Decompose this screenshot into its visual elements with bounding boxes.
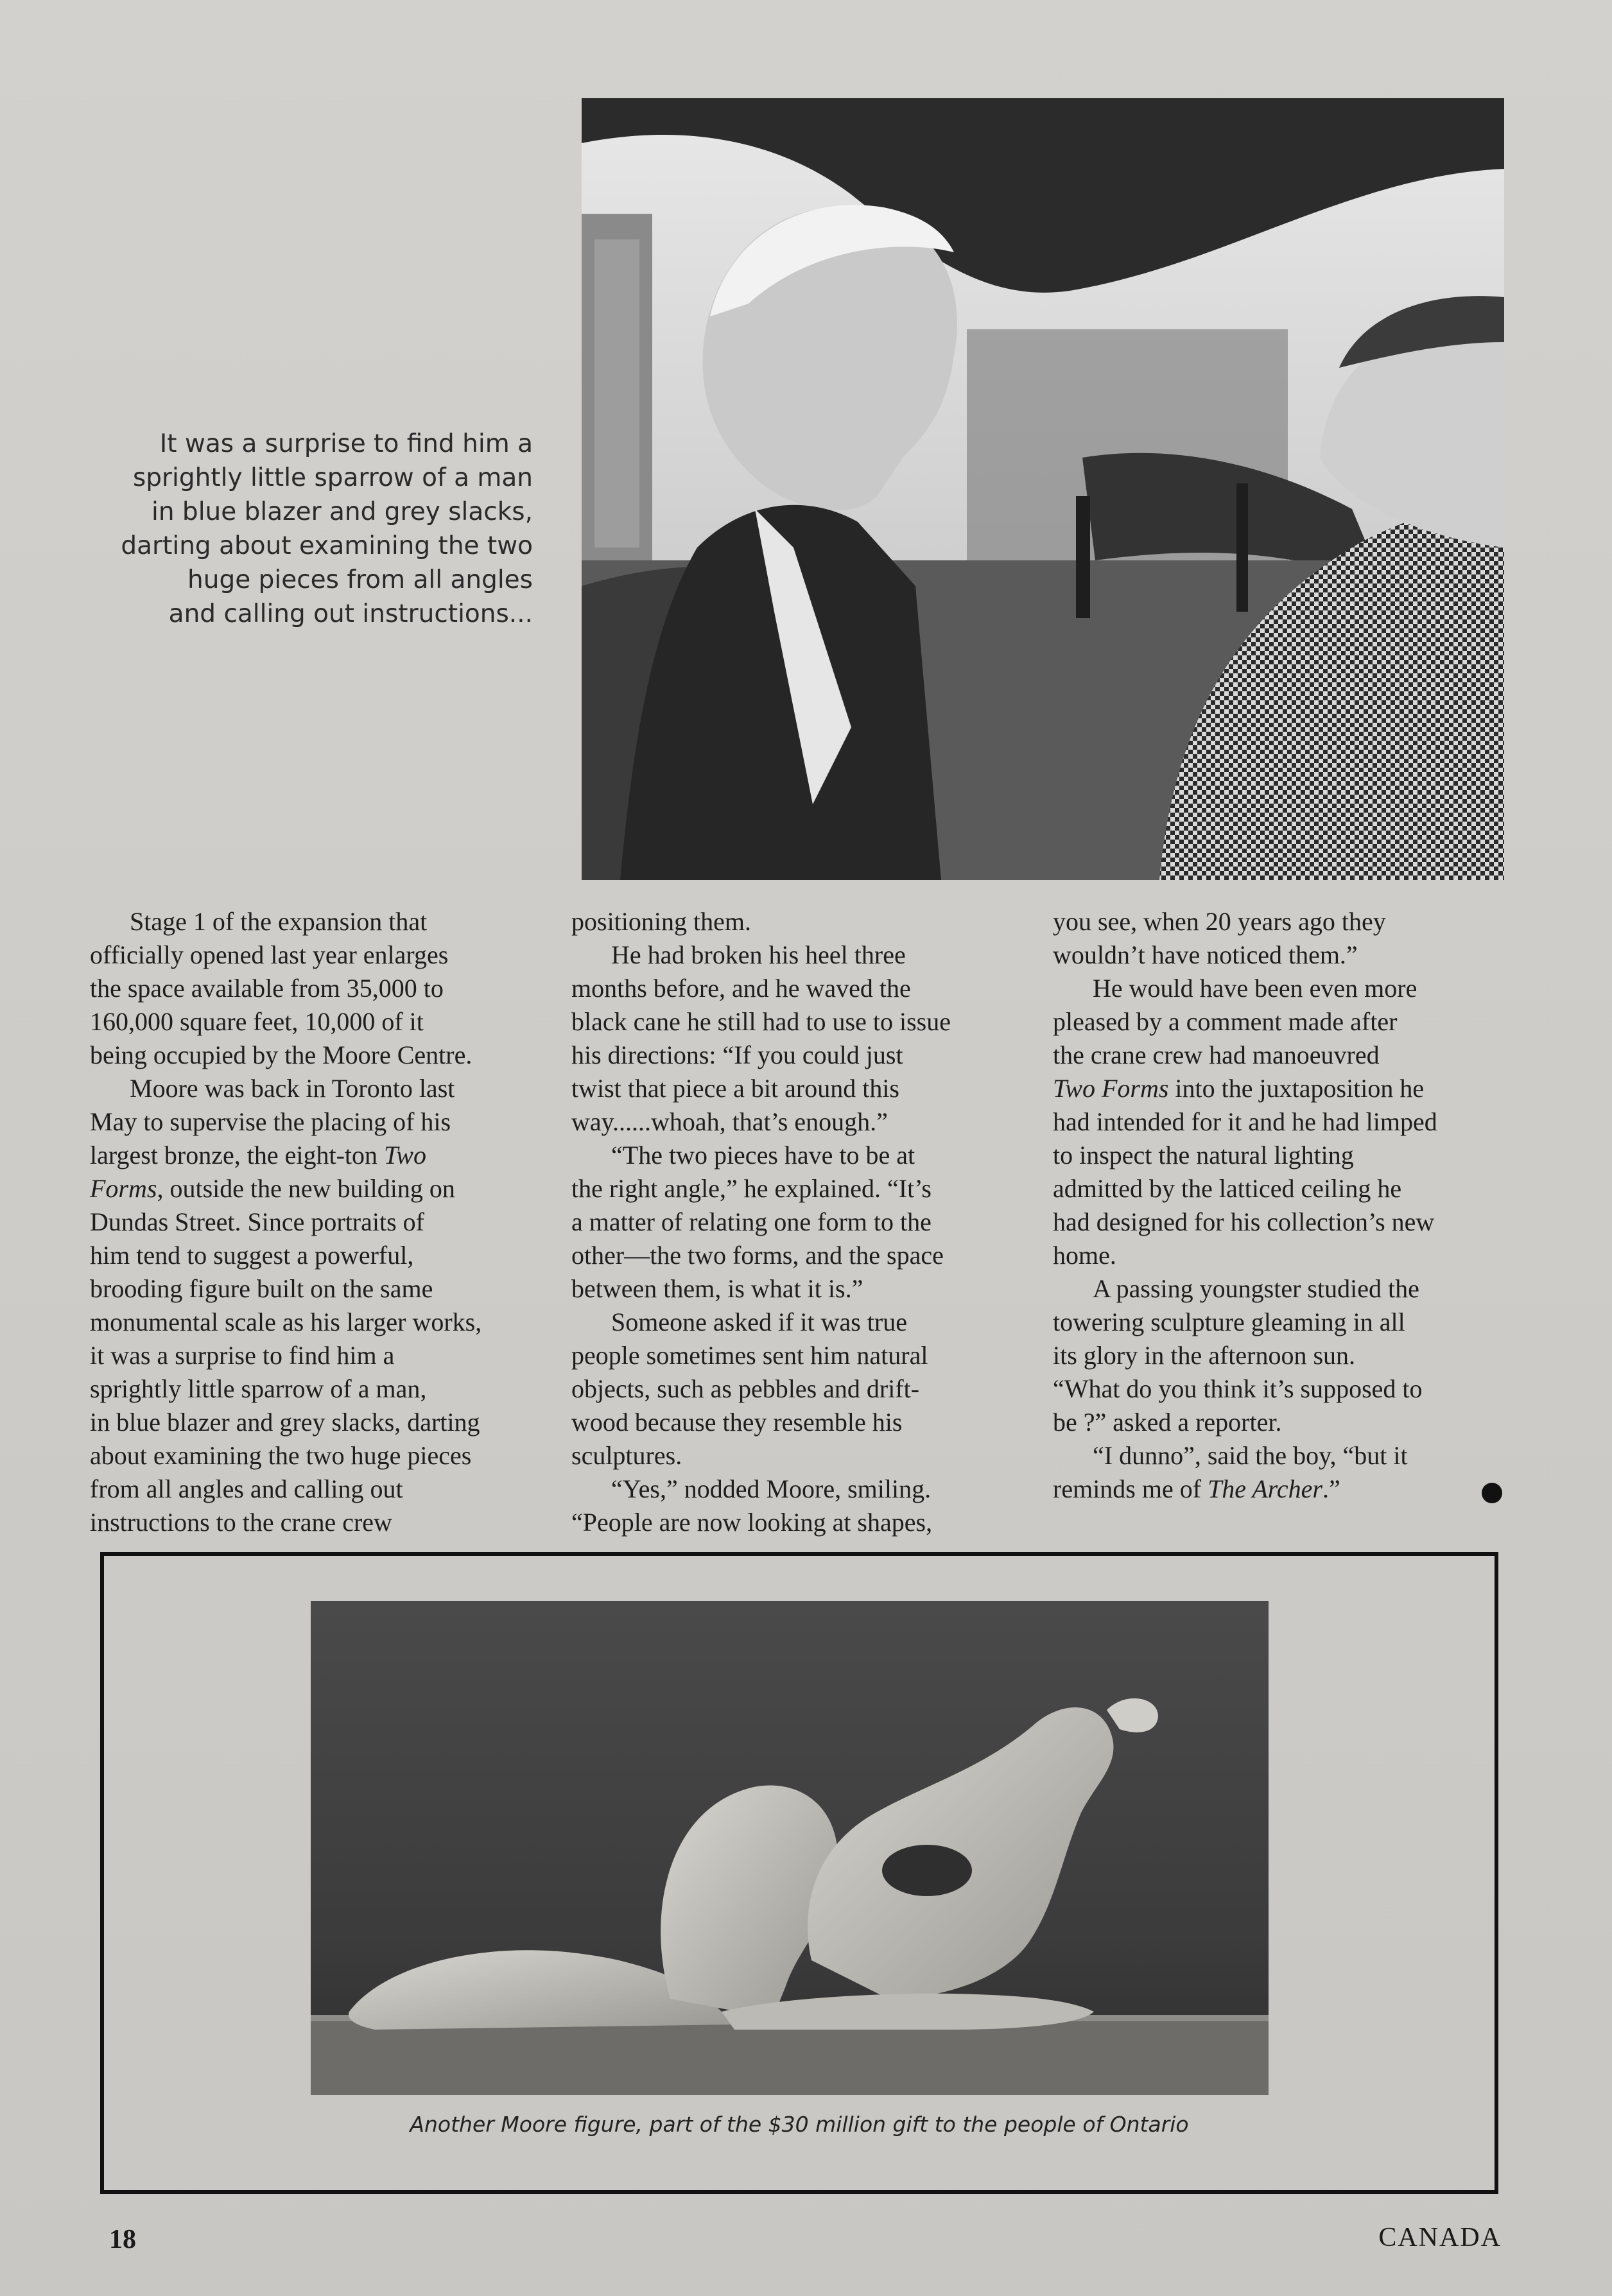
pull-quote-line: and calling out instructions... — [168, 600, 533, 628]
text-line: being occupied by the Moore Centre. — [90, 1040, 472, 1069]
text-line: months before, and he waved the — [571, 974, 911, 1003]
text-line — [1053, 1472, 1515, 1506]
text-line: it was a surprise to find him a — [90, 1341, 395, 1370]
text-line: wood because they resemble his — [571, 1408, 903, 1437]
text-line: in blue blazer and grey slacks, darting — [90, 1408, 480, 1437]
text-line: had intended for it and he had limped — [1053, 1107, 1437, 1136]
text-line: instructions to the crane crew — [90, 1508, 392, 1537]
text-line: sprightly little sparrow of a man, — [90, 1374, 427, 1403]
text-line: He would have been even more — [1093, 974, 1417, 1003]
text-run: , outside the new building on — [157, 1174, 455, 1203]
photo-moore-sculpture — [311, 1601, 1269, 2095]
text-line: from all angles and calling out — [90, 1474, 403, 1503]
page-number: 18 — [109, 2225, 136, 2254]
text-line: black cane he still had to use to issue — [571, 1007, 951, 1036]
sculpture-illustration — [311, 1601, 1269, 2095]
text-line: to inspect the natural lighting — [1053, 1141, 1354, 1170]
text-line: be ?” asked a reporter. — [1053, 1408, 1282, 1437]
text-run: into the juxtaposition he — [1168, 1074, 1425, 1103]
text-line: “The two pieces have to be at — [611, 1141, 915, 1170]
text-line: way......whoah, that’s enough.” — [571, 1107, 888, 1136]
text-line: sculptures. — [571, 1441, 682, 1470]
text-line: monumental scale as his larger works, — [90, 1308, 482, 1336]
text-line: wouldn’t have noticed them.” — [1053, 940, 1358, 969]
article-column-1 — [90, 905, 559, 1539]
text-line: about examining the two huge pieces — [90, 1441, 472, 1470]
pull-quote-line: sprightly little sparrow of a man — [132, 463, 533, 492]
text-line — [90, 1172, 559, 1205]
text-line: brooding figure built on the same — [90, 1274, 433, 1303]
photo-illustration — [582, 98, 1504, 880]
text-line: He had broken his heel three — [611, 940, 906, 969]
text-line: Stage 1 of the expansion that — [130, 907, 428, 936]
text-line: between them, is what it is.” — [571, 1274, 863, 1303]
text-line: officially opened last year enlarges — [90, 940, 449, 969]
text-line — [1053, 1072, 1515, 1105]
artwork-title: The Archer — [1208, 1474, 1322, 1503]
text-line: its glory in the afternoon sun. — [1053, 1341, 1356, 1370]
magazine-name: CANADA — [1378, 2223, 1502, 2252]
end-of-article-mark — [1482, 1483, 1502, 1503]
text-line: A passing youngster studied the — [1093, 1274, 1419, 1303]
text-line: his directions: “If you could just — [571, 1040, 903, 1069]
pull-quote-line: darting about examining the two — [121, 531, 533, 560]
text-line: “I dunno”, said the boy, “but it — [1093, 1441, 1408, 1470]
text-line: objects, such as pebbles and drift- — [571, 1374, 920, 1403]
text-line: a matter of relating one form to the — [571, 1207, 932, 1236]
text-line: “What do you think it’s supposed to — [1053, 1374, 1423, 1403]
artwork-title: Forms — [90, 1174, 157, 1203]
text-run: .” — [1322, 1474, 1340, 1503]
text-run: largest bronze, the eight-ton — [90, 1141, 385, 1170]
pull-quote-line: in blue blazer and grey slacks, — [151, 497, 533, 526]
text-line: the space available from 35,000 to — [90, 974, 444, 1003]
pull-quote-line: It was a surprise to find him a — [159, 429, 533, 458]
text-line: the crane crew had manoeuvred — [1053, 1040, 1380, 1069]
article-column-2 — [571, 905, 1034, 1539]
text-line: you see, when 20 years ago they — [1053, 907, 1386, 936]
text-line: him tend to suggest a powerful, — [90, 1241, 414, 1270]
pull-quote-line: huge pieces from all angles — [187, 565, 533, 594]
text-line: other—the two forms, and the space — [571, 1241, 944, 1270]
text-run: reminds me of — [1053, 1474, 1208, 1503]
artwork-title: Two Forms — [1053, 1074, 1169, 1103]
text-line: admitted by the latticed ceiling he — [1053, 1174, 1402, 1203]
text-line: “People are now looking at shapes, — [571, 1508, 933, 1537]
text-line: pleased by a comment made after — [1053, 1007, 1398, 1036]
text-line: towering sculpture gleaming in all — [1053, 1308, 1405, 1336]
photo-moore-portrait — [582, 98, 1504, 880]
text-line: positioning them. — [571, 907, 751, 936]
text-line: had designed for his collection’s new — [1053, 1207, 1435, 1236]
text-line: May to supervise the placing of his — [90, 1107, 451, 1136]
text-line — [90, 1139, 559, 1172]
text-line: Moore was back in Toronto last — [130, 1074, 455, 1103]
text-line: 160,000 square feet, 10,000 of it — [90, 1007, 424, 1036]
text-line: twist that piece a bit around this — [571, 1074, 899, 1103]
figure-caption: Another Moore figure, part of the $30 million gift to the people of Ontario — [410, 2112, 1189, 2137]
text-line: home. — [1053, 1241, 1116, 1270]
artwork-title: Two — [384, 1141, 426, 1170]
text-line: “Yes,” nodded Moore, smiling. — [611, 1474, 932, 1503]
text-line: Dundas Street. Since portraits of — [90, 1207, 424, 1236]
text-line: Someone asked if it was true — [611, 1308, 907, 1336]
text-line: people sometimes sent him natural — [571, 1341, 928, 1370]
text-line: the right angle,” he explained. “It’s — [571, 1174, 932, 1203]
pull-quote — [96, 427, 533, 631]
article-column-3 — [1053, 905, 1515, 1506]
